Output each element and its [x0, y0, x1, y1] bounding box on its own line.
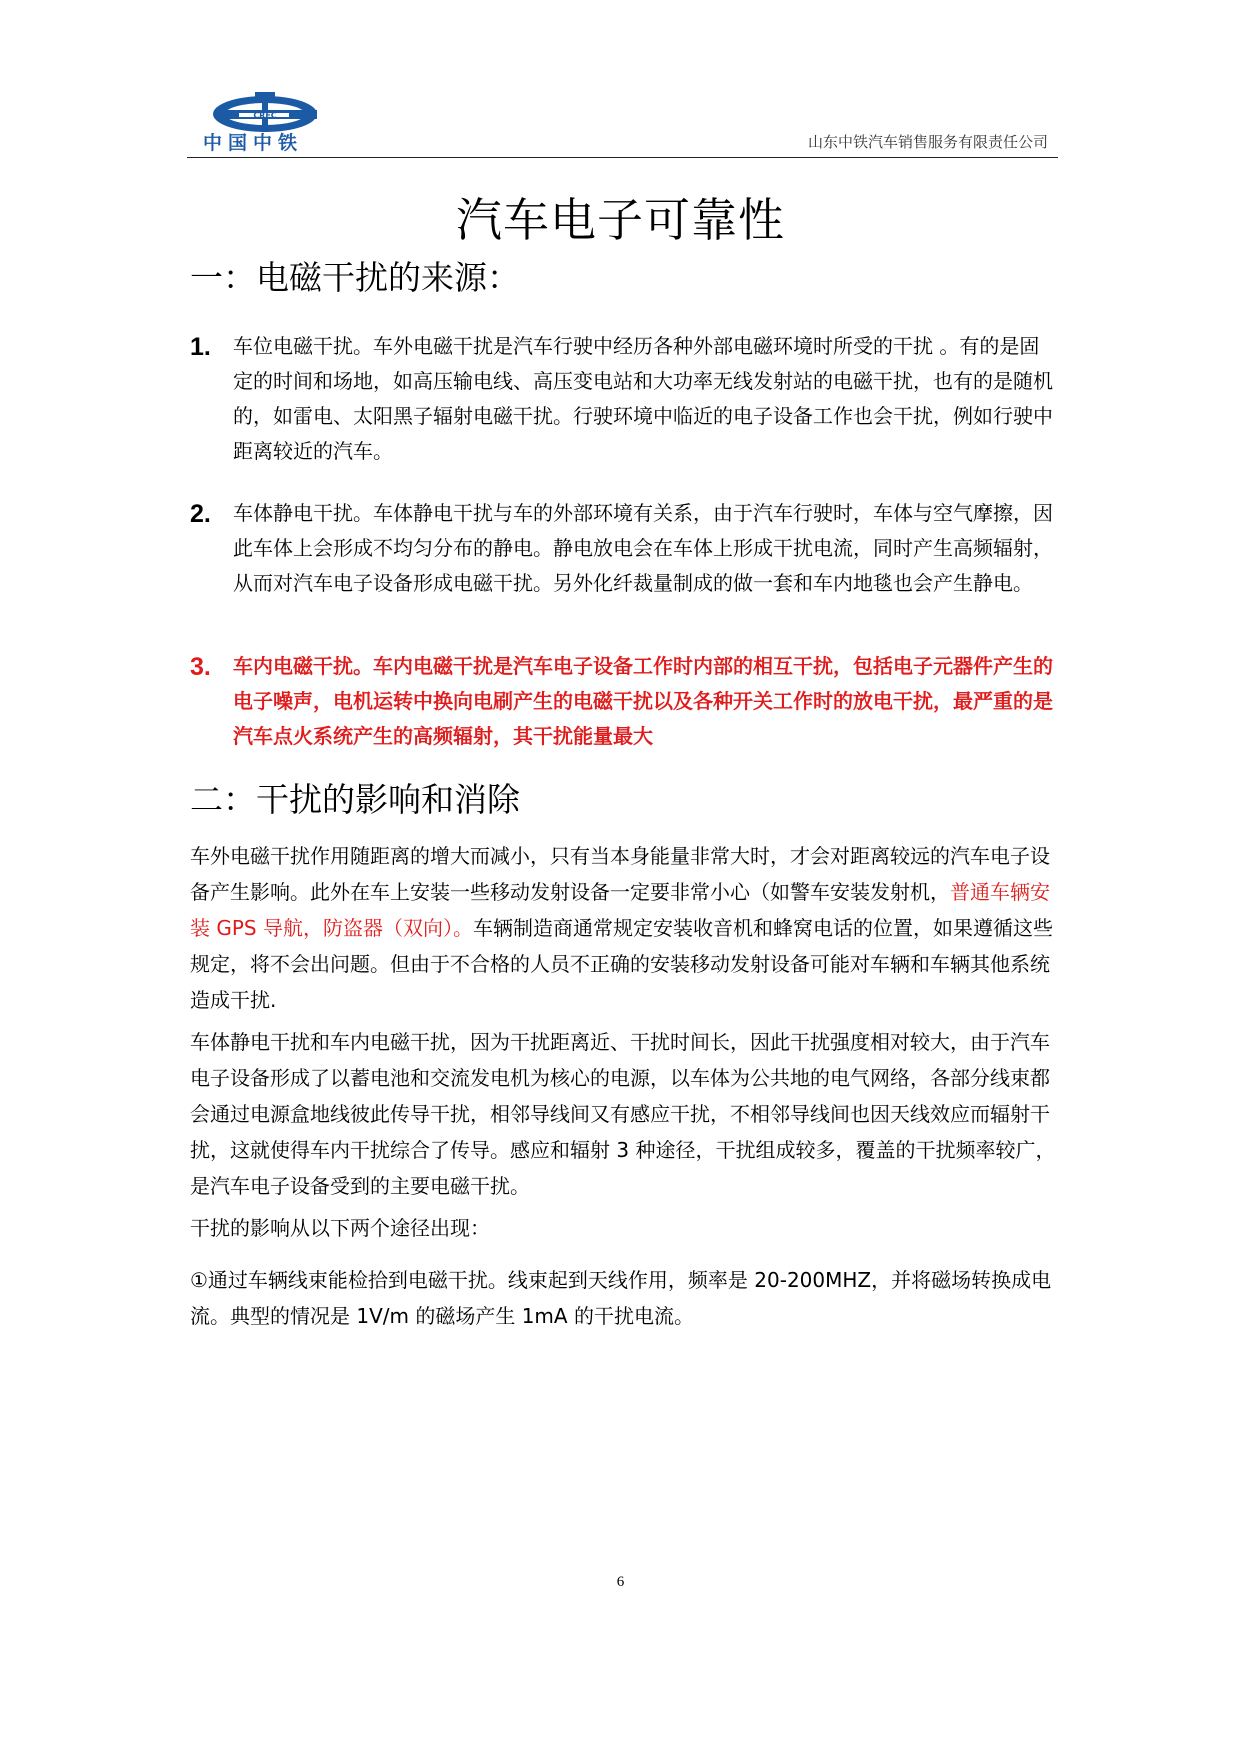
header-divider: [187, 157, 1058, 158]
logo-caption: CREC: [253, 111, 277, 120]
page-number: 6: [616, 1574, 625, 1590]
page-title: 汽车电子可靠性: [456, 193, 785, 247]
paragraph-1-highlight: 普通车辆安装 GPS 导航，防盗器（双向）。: [190, 880, 1050, 940]
item1-number: 1.: [190, 333, 211, 361]
item2-number: 2.: [190, 500, 211, 528]
item3-number: 3.: [190, 653, 211, 681]
section1-heading: 一：电磁干扰的来源：: [190, 258, 520, 297]
paragraph-1-part-a: 车外电磁干扰作用随距离的增大而减小，只有当本身能量非常大时，才会对距离较远的汽车电子设备产生影响。此外在车上安装一些移动发射设备一定要非常小心（如警车安装发射机，: [190, 844, 1050, 904]
logo-text: 中国中铁: [203, 132, 304, 154]
paragraph-3: 干扰的影响从以下两个途径出现：: [190, 1216, 490, 1240]
item2-text: 车体静电干扰。车体静电干扰与车的外部环境有关系，由于汽车行驶时，车体与空气摩擦，因此车体上会形成不均匀分布的静电。静电放电会在车体上形成干扰电流，同时产生高频辐射，从而对汽车电子设备形成电磁干扰。另外化纤裁量制成的做一套和车内地毯也会产生静电。: [233, 501, 1053, 595]
item3-text: 车内电磁干扰。车内电磁干扰是汽车电子设备工作时内部的相互干扰，包括电子元器件产生的电子噪声，电机运转中换向电刷产生的电磁干扰以及各种开关工作时的放电干扰，最严重的是汽车点火系统产生的高频辐射，其干扰能量最大: [233, 654, 1053, 748]
paragraph-1: [190, 838, 1060, 1018]
company-name: 山东中铁汽车销售服务有限责任公司: [807, 133, 1048, 151]
section2-heading: 二：干扰的影响和消除: [190, 780, 520, 819]
paragraph-4: ①通过车辆线束能检拾到电磁干扰。线束起到天线作用，频率是 20-200MHZ，并将磁场转换成电流。典型的情况是 1V/m 的磁场产生 1mA 的干扰电流。: [190, 1268, 1052, 1328]
item1-text: 车位电磁干扰。车外电磁干扰是汽车行驶中经历各种外部电磁环境时所受的干扰 。有的是固定的时间和场地，如高压输电线、高压变电站和大功率无线发射站的电磁干扰，也有的是随机的，如雷电、太阳黑子辐射电磁干扰。行驶环境中临近的电子设备工作也会干扰，例如行驶中距离较近的汽车。: [233, 334, 1053, 463]
paragraph-1-part-b: 车辆制造商通常规定安装收音机和蜂窝电话的位置，如果遵循这些规定，将不会出问题。但由于不合格的人员不正确的安装移动发射设备可能对车辆和车辆其他系统造成干扰.: [190, 916, 1053, 1012]
paragraph-2: 车体静电干扰和车内电磁干扰，因为干扰距离近、干扰时间长，因此干扰强度相对较大，由于汽车电子设备形成了以蓄电池和交流发电机为核心的电源，以车体为公共地的电气网络，各部分线束都会通过电源盒地线彼此传导干扰，相邻导线间又有感应干扰，不相邻导线间也因天线效应而辐射干扰，这就使得车内干扰综合了传导。感应和辐射 3 种途径，干扰组成较多，覆盖的干扰频率较广，是汽车电子设备受到的主要电磁干扰。: [190, 1030, 1056, 1198]
page-header: [187, 78, 1058, 158]
